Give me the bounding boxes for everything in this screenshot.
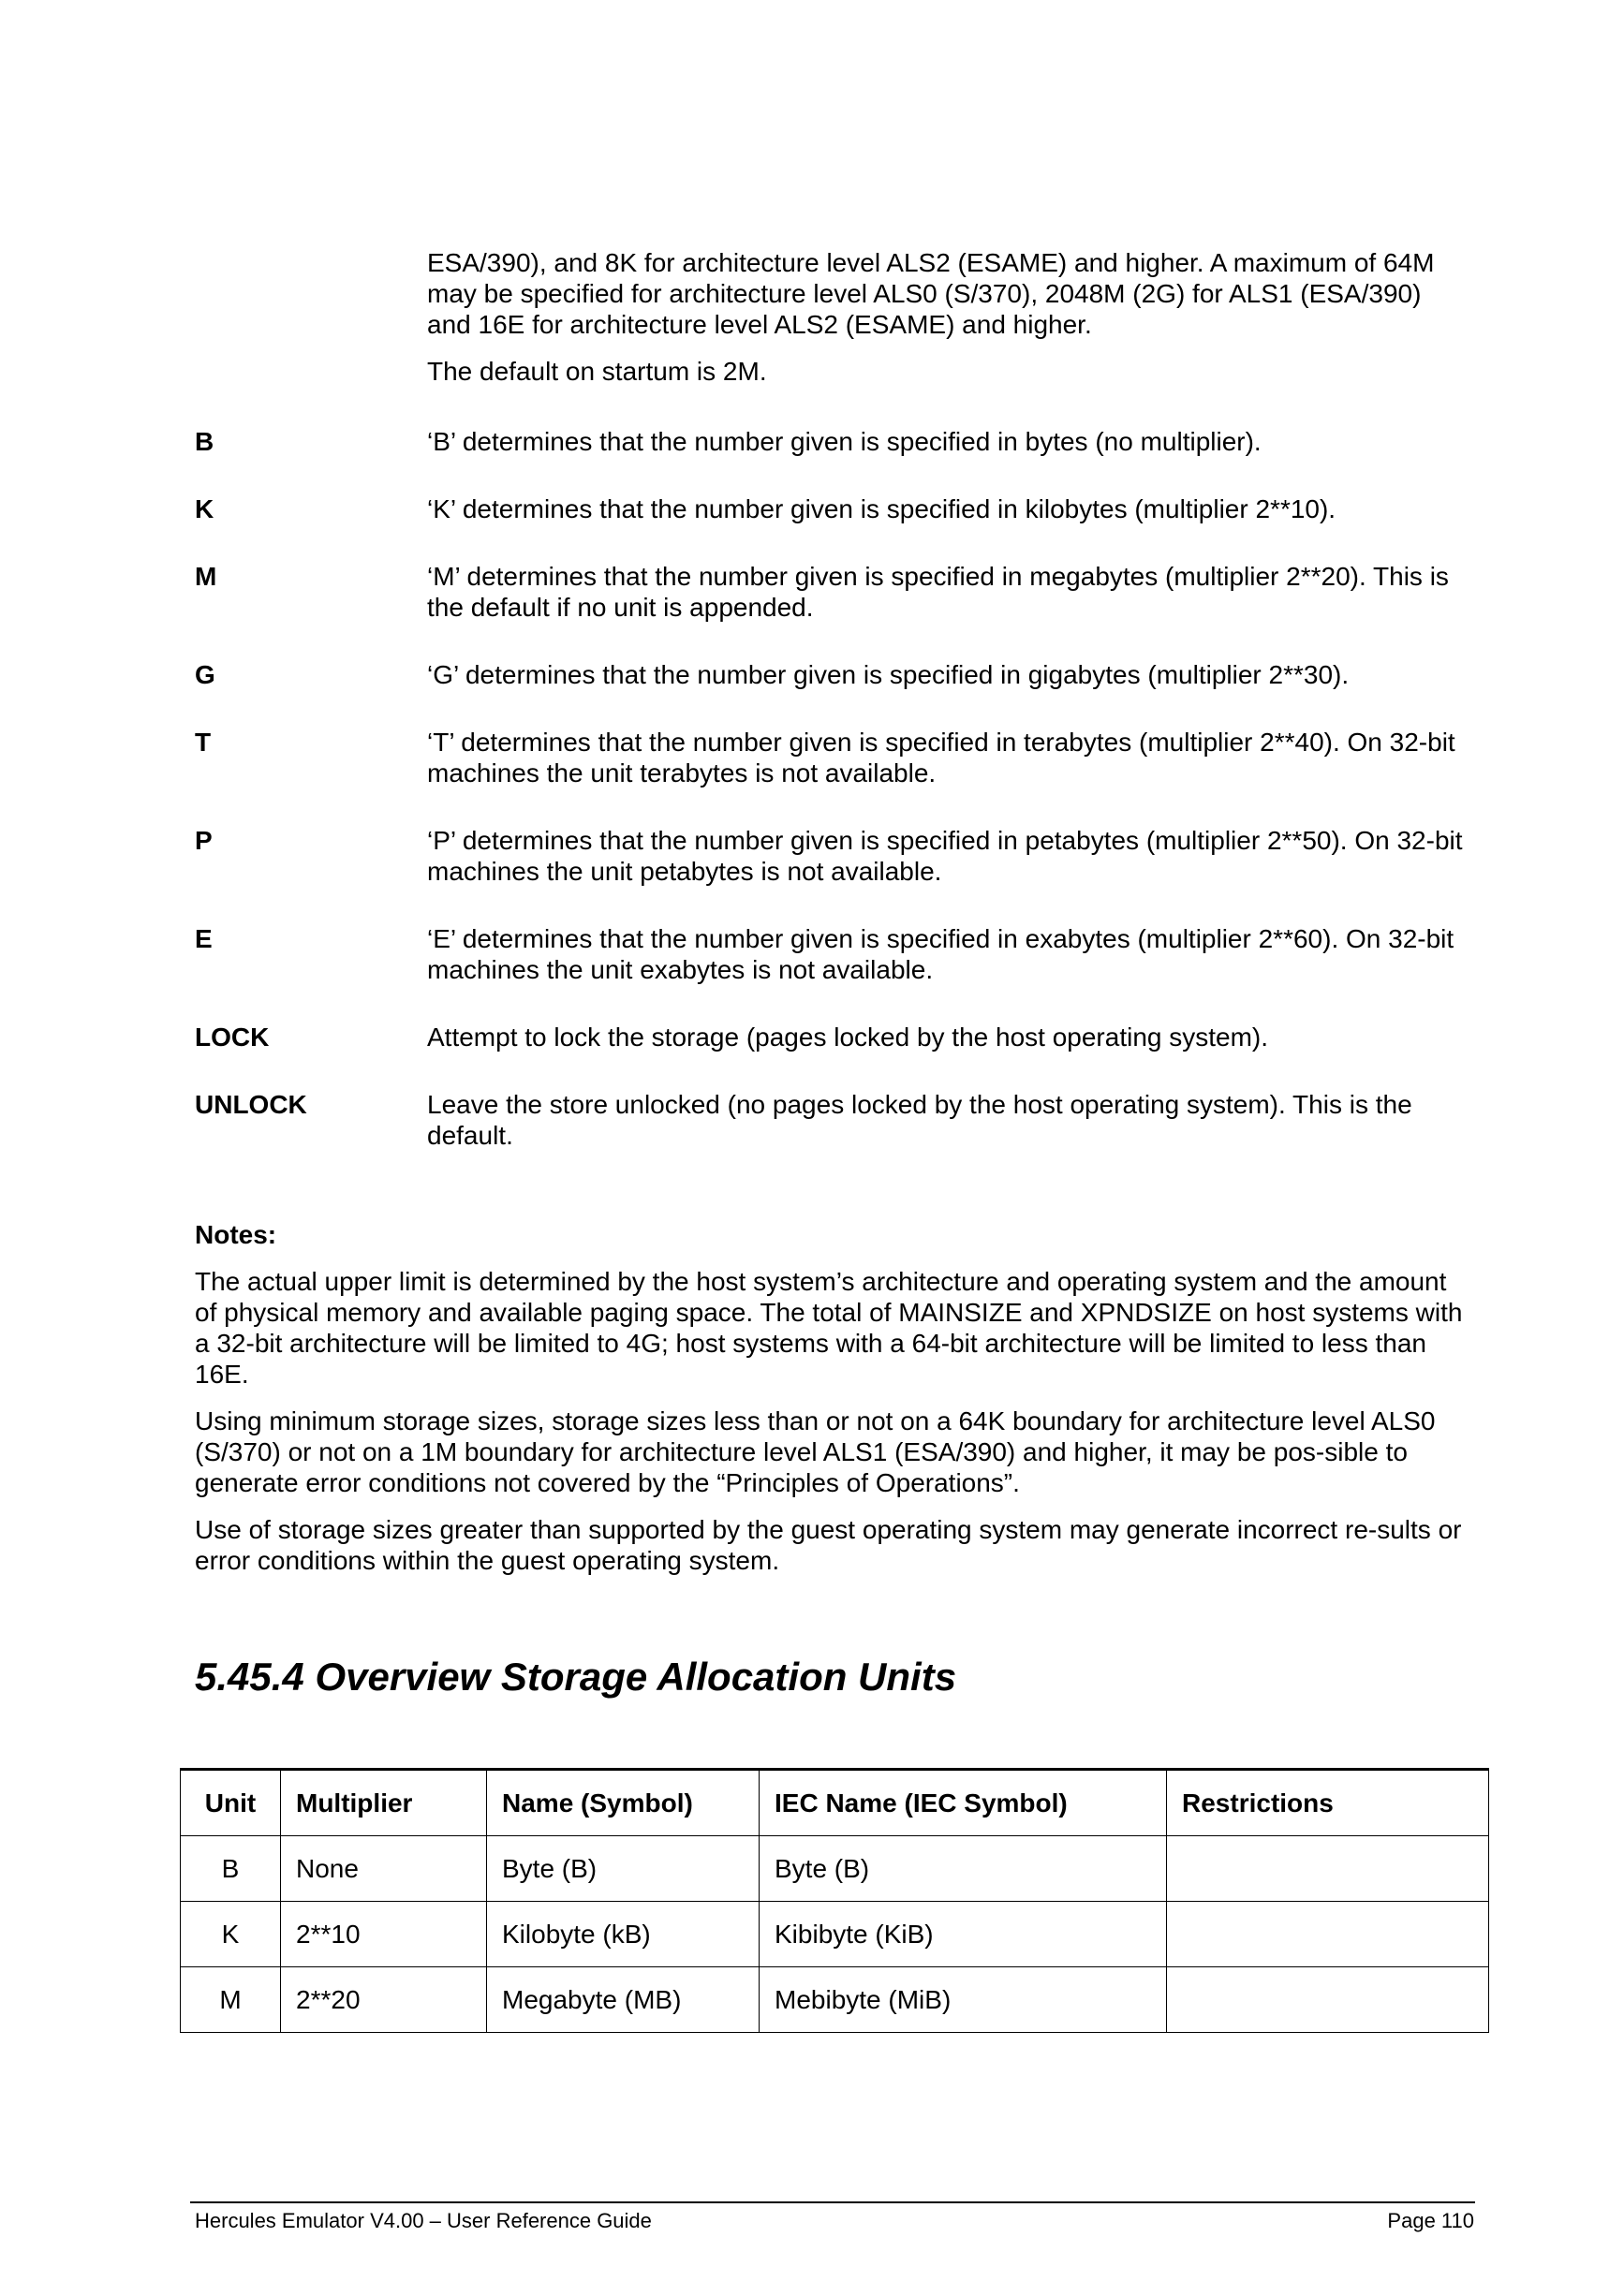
- table-cell: Byte (B): [487, 1836, 760, 1902]
- footer-page-number: Page 110: [1387, 2209, 1474, 2232]
- table-cell: K: [181, 1902, 281, 1967]
- footer-divider: [190, 2201, 1475, 2203]
- table-row: [181, 1836, 1489, 1902]
- table-cell: 2**10: [281, 1902, 487, 1967]
- table-cell: Kilobyte (kB): [487, 1902, 760, 1967]
- table-header-cell: Multiplier: [281, 1770, 487, 1836]
- definition-term: K: [195, 494, 214, 523]
- table-cell: [1167, 1836, 1489, 1902]
- intro-block: [427, 247, 1467, 403]
- definition-description: ‘K’ determines that the number given is specified in kilobytes (multiplier 2**10).: [427, 494, 1336, 523]
- table-header-cell: Name (Symbol): [487, 1770, 760, 1836]
- table-header-cell: Unit: [181, 1770, 281, 1836]
- table-cell: [1167, 1902, 1489, 1967]
- table-cell: None: [281, 1836, 487, 1902]
- table-cell: Megabyte (MB): [487, 1967, 760, 2033]
- definition-description: Attempt to lock the storage (pages locked by the host operating system).: [427, 1023, 1269, 1052]
- definition-term: E: [195, 924, 213, 953]
- footer-title: Hercules Emulator V4.00 – User Reference Guide: [195, 2209, 652, 2232]
- table-cell: Byte (B): [760, 1836, 1167, 1902]
- notes-title: Notes:: [195, 1220, 277, 1249]
- definition-description: ‘T’ determines that the number given is specified in terabytes (multiplier 2**40). On 32-bit machines the unit terabytes is not available.: [427, 728, 1455, 787]
- definition-term: UNLOCK: [195, 1090, 307, 1119]
- definition-term: M: [195, 562, 217, 591]
- definition-term: LOCK: [195, 1023, 270, 1052]
- definition-item: [195, 825, 1469, 887]
- definition-item: [195, 1089, 1469, 1151]
- table-row: [181, 1967, 1489, 2033]
- definition-term: P: [195, 826, 213, 855]
- notes-paragraph: Use of storage sizes greater than supported by the guest operating system may generate incorrect re-sults or error conditions within the guest operating system.: [195, 1515, 1462, 1575]
- notes-paragraph: Using minimum storage sizes, storage sizes less than or not on a 64K boundary for architecture level ALS0 (S/370) or not on a 1M boundary for architecture level ALS1 (ESA/390) and higher, it may be pos-sible to generate error conditions not covered by the “Principles of Operations”.: [195, 1406, 1436, 1497]
- table-cell: 2**20: [281, 1967, 487, 2033]
- definition-term: T: [195, 728, 212, 757]
- intro-paragraph: ESA/390), and 8K for architecture level ALS2 (ESAME) and higher. A maximum of 64M may be specified for architecture level ALS0 (S/370), 2048M (2G) for ALS1 (ESA/390) and 16E for architecture level ALS2 (ESAME) and higher.: [427, 248, 1435, 339]
- table-cell: B: [181, 1836, 281, 1902]
- definition-item: [195, 727, 1469, 788]
- table-cell: Kibibyte (KiB): [760, 1902, 1167, 1967]
- table-header-row: [181, 1770, 1489, 1836]
- definition-list: [195, 426, 1469, 1187]
- table-header-cell: Restrictions: [1167, 1770, 1489, 1836]
- table-cell: M: [181, 1967, 281, 2033]
- definition-description: ‘G’ determines that the number given is specified in gigabytes (multiplier 2**30).: [427, 660, 1350, 689]
- definition-description: Leave the store unlocked (no pages locked by the host operating system). This is the default.: [427, 1090, 1412, 1150]
- notes-block: [195, 1219, 1469, 1592]
- definition-description: ‘M’ determines that the number given is specified in megabytes (multiplier 2**20). This is the default if no unit is appended.: [427, 562, 1449, 622]
- definition-item: [195, 1022, 1469, 1052]
- notes-paragraph: The actual upper limit is determined by the host system’s architecture and operating system and the amount of physical memory and available paging space. The total of MAINSIZE and XPNDSIZE on host systems with a 32-bit architecture will be limited to 4G; host systems with a 64-bit architecture will be limited to less than 16E.: [195, 1267, 1463, 1389]
- table-cell: Mebibyte (MiB): [760, 1967, 1167, 2033]
- intro-paragraph: The default on startum is 2M.: [427, 357, 767, 386]
- definition-description: ‘E’ determines that the number given is specified in exabytes (multiplier 2**60). On 32-bit machines the unit exabytes is not available.: [427, 924, 1454, 984]
- definition-term: G: [195, 660, 215, 689]
- table-cell: [1167, 1967, 1489, 2033]
- storage-units-table: [180, 1768, 1489, 2033]
- definition-item: [195, 493, 1469, 524]
- definition-item: [195, 659, 1469, 690]
- definition-description: ‘B’ determines that the number given is specified in bytes (no multiplier).: [427, 427, 1262, 456]
- section-heading: 5.45.4 Overview Storage Allocation Units: [195, 1655, 957, 1699]
- table-row: [181, 1902, 1489, 1967]
- definition-term: B: [195, 427, 214, 456]
- definition-item: [195, 426, 1469, 457]
- table-header-cell: IEC Name (IEC Symbol): [760, 1770, 1167, 1836]
- definition-item: [195, 561, 1469, 623]
- definition-item: [195, 923, 1469, 985]
- definition-description: ‘P’ determines that the number given is specified in petabytes (multiplier 2**50). On 32-bit machines the unit petabytes is not available.: [427, 826, 1463, 886]
